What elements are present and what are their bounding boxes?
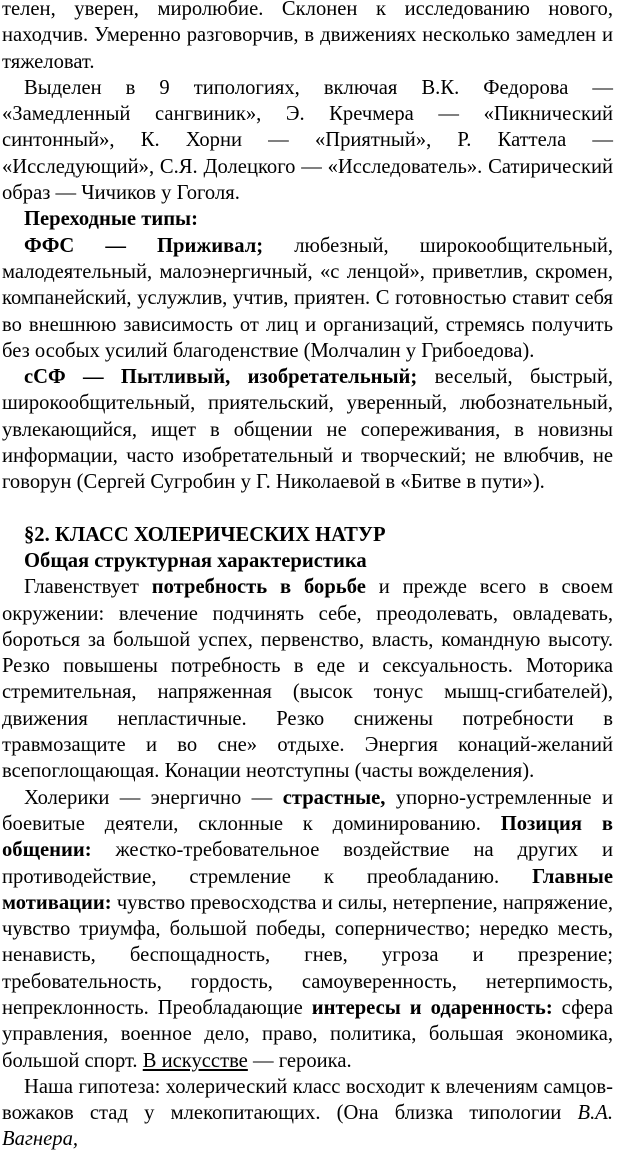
paragraph-text: Выделен в 9 типологиях, включая В.К. Федорова — «Замедленный сангвиник», Э. Кречмера — «Пикнический синтонный», К. Хорни — «Приятный», Р. Каттела — «Исследующий», С.Я. Долецкого — «Исследователь». Сатирический образ — Чичиков у Гоголя. [2,76,613,205]
paragraph-typologies [2,75,613,206]
italic-author: В.А. Вагнера, [2,1102,613,1151]
section-spacer [2,496,613,522]
paragraph-dominant-need [2,574,613,784]
paragraph-hypothesis [2,1074,613,1153]
paragraph-csf-type [2,364,613,495]
bold-term: Позиция в общении: [2,812,613,862]
section-title: §2. КЛАСС ХОЛЕРИЧЕСКИХ НАТУР [24,523,386,546]
bold-term: Главные мотивации: [2,865,613,914]
text-run: Холерики — энергично — [24,786,283,809]
text-run: упорно-устремленные и боевитые деятели, склонные к доминированию. [2,786,613,835]
paragraph-text: телен, уверен, миролюбие. Склонен к исследованию нового, находчив. Умеренно разговорчив, в движениях несколько замедлен и тяжеловат. [2,0,613,73]
text-run: Наша гипотеза: холерический класс восходит к влечениям самцов-вожаков стад у млекопитающих. (Она близка типологии [2,1075,613,1125]
text-run: сфера управления, военное дело, право, политика, большая экономика, большой спорт. [2,996,613,1072]
transition-types-heading: Переходные типы: [24,208,198,231]
paragraph-sanguine-continued [2,0,613,75]
paragraph-text: веселый, быстрый, широкообщительный, приятельский, уверенный, любознательный, увлекающийся, ищет в общении не сопереживания, в новизны информации, часто изобретательный и творческий; не влюбчив, не говорун (Сергей Сугробин у Г. Николаевой в «Битве в пути»). [2,366,613,494]
type-term: сСФ — Пытливый, изобретательный; [24,366,418,389]
bold-term: интересы и одаренность: [311,996,553,1019]
section-subtitle: Общая структурная характеристика [24,549,367,572]
text-run: чувство превосходства и силы, нетерпение, напряжение, чувство триумфа, большой победы, соперничество; нередко месть, ненависть, беспощадность, гнев, угроза и презрение; требовательность, гордость, самоуверенность, нетерпимость, непреклонность. Преобладающие [2,891,613,1019]
text-run: Главенствует [24,576,152,599]
text-run: — героика. [247,1049,352,1072]
paragraph-text: любезный, широкообщительный, малодеятельный, малоэнергичный, «с ленцой», приветлив, скромен, компанейский, услужлив, учтив, приятен. С готовностью ставит себя во внешнюю зависимость от лиц и организаций, стремясь получить без особых усилий благоденствие (Молчалин у Грибоедова). [2,234,613,362]
bold-term: потребность в борьбе [151,576,366,599]
type-term: ФФС — Приживал; [24,234,264,257]
text-run: жестко-требовательное воздействие на других и противодействие, стремление к преобладанию. [2,839,613,888]
paragraph-ffs-type [2,233,613,364]
bold-term: страстные, [282,786,386,809]
paragraph-choleric-description [2,785,613,1074]
underlined-term: В искусстве [142,1049,248,1072]
text-run: и прежде всего в своем окружении: влечение подчинять себе, преодолевать, овладевать, бороться за большой успех, первенство, власть, командную высоту. Резко повышены потребность в еде и сексуальность. Моторика стремительная, напряженная (высок тонус мышц-сгибателей), движения непластичные. Резко снижены потребности в травмозащите и во сне» отдыхе. Энергия конаций-желаний всепоглощающая. Конации неотступны (часты вожделения). [2,576,613,783]
